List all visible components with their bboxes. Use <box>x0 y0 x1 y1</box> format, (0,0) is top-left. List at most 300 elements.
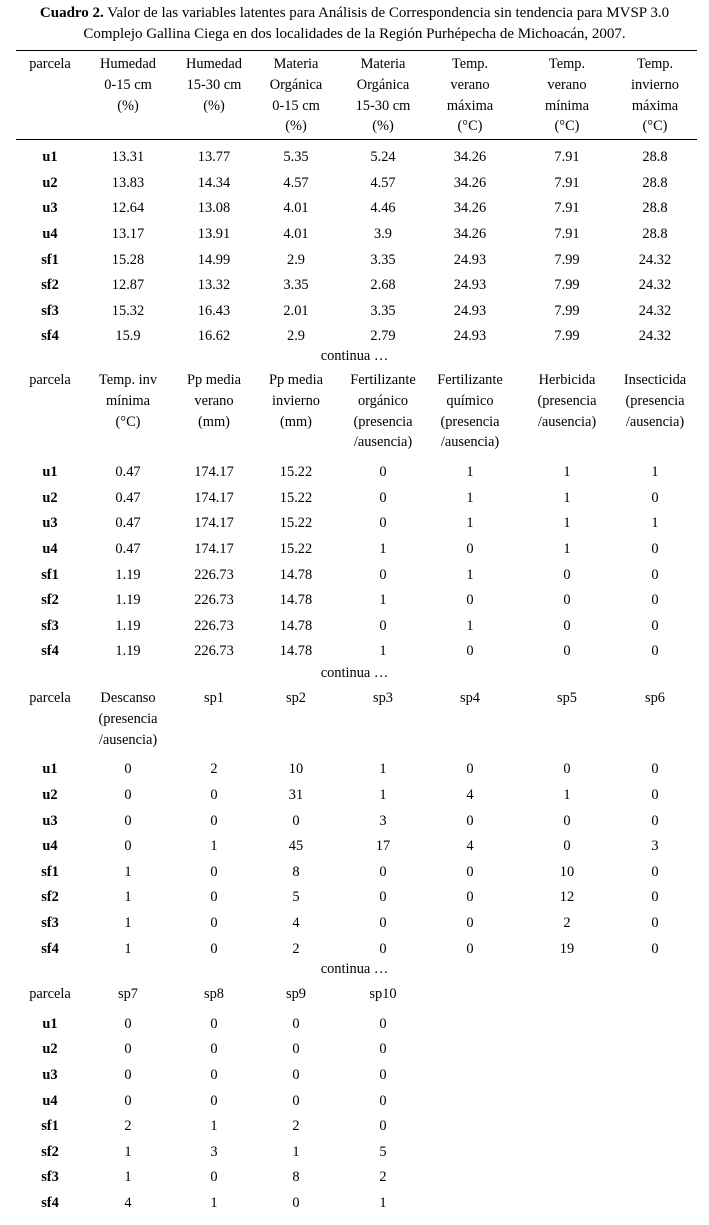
table-row <box>0 887 709 913</box>
table-cell: 1 <box>563 786 571 803</box>
table-cell: 0 <box>651 540 659 557</box>
table-cell: 0 <box>466 812 474 829</box>
row-label: sf1 <box>41 566 59 583</box>
table-cell: 28.8 <box>642 149 668 166</box>
table-cell: 1 <box>651 515 659 532</box>
table-row <box>0 759 709 785</box>
table-cell: 15.22 <box>279 464 313 481</box>
table-cell: 4.01 <box>283 200 309 217</box>
table-cell: 0 <box>466 592 474 609</box>
table-cell: 7.99 <box>554 251 580 268</box>
table-cell: 19 <box>559 940 575 957</box>
table-cell: 24.93 <box>453 251 487 268</box>
table-cell: 0 <box>124 812 132 829</box>
row-label: sf3 <box>41 617 59 634</box>
table-cell: 0 <box>210 1015 218 1032</box>
row-label: sf3 <box>41 1169 59 1186</box>
header-line: parcela <box>29 690 71 706</box>
row-label: sf2 <box>41 592 59 609</box>
table-cell: 34.26 <box>453 149 487 166</box>
table-cell: 1 <box>379 643 387 660</box>
table-cell: 0 <box>124 1015 132 1032</box>
column-header <box>169 54 259 116</box>
table-cell: 0 <box>379 863 387 880</box>
table-cell: 3 <box>651 838 659 855</box>
table-cell: 14.99 <box>197 251 231 268</box>
table-cell: 5 <box>379 1143 387 1160</box>
table-cell: 0 <box>651 617 659 634</box>
header-line: (presencia <box>98 710 158 727</box>
table-cell: 2.79 <box>370 328 396 345</box>
header-line: (%) <box>117 97 139 114</box>
table-cell: 10 <box>559 863 575 880</box>
caption-label: Cuadro 2. <box>39 5 104 21</box>
table-cell: 1 <box>210 838 218 855</box>
table-cell: 0 <box>563 643 571 660</box>
row-label: u4 <box>42 540 58 557</box>
table-cell: 28.8 <box>642 225 668 242</box>
table-cell: 1 <box>379 592 387 609</box>
header-line: (%) <box>372 118 394 135</box>
row-label: u2 <box>42 786 58 803</box>
table-cell: 0 <box>292 1194 300 1211</box>
table-cell: 3.35 <box>283 277 309 294</box>
table-cell: 174.17 <box>194 464 234 481</box>
column-header <box>425 688 515 709</box>
column-header <box>425 370 515 453</box>
header-line: Pp media <box>187 372 241 388</box>
row-label: u1 <box>42 761 58 778</box>
table-cell: 0 <box>651 889 659 906</box>
table-cell: 0.47 <box>115 489 141 506</box>
table-cell: 8 <box>292 1169 300 1186</box>
header-line: 15-30 cm <box>355 97 411 114</box>
table-block-1 <box>0 54 709 352</box>
table-cell: 24.93 <box>453 277 487 294</box>
table-cell: 0 <box>563 838 571 855</box>
table-cell: 0 <box>379 1092 387 1109</box>
table-cell: 4.57 <box>370 174 396 191</box>
table-cell: 1.19 <box>115 566 141 583</box>
table-cell: 4.01 <box>283 225 309 242</box>
header-line: Temp. inv <box>98 372 158 388</box>
table-cell: 1 <box>124 1143 132 1160</box>
table-cell: 0.47 <box>115 540 141 557</box>
table-cell: 1.19 <box>115 643 141 660</box>
header-line: (presencia <box>440 413 500 430</box>
table-cell: 2 <box>124 1118 132 1135</box>
table-row <box>0 565 709 591</box>
header-line: sp9 <box>286 986 306 1002</box>
table-cell: 14.78 <box>279 566 313 583</box>
table-cell: 15.9 <box>115 328 141 345</box>
table-cell: 0 <box>124 761 132 778</box>
table-cell: 0 <box>563 566 571 583</box>
table-cell: 5.35 <box>283 149 309 166</box>
column-header <box>169 984 259 1005</box>
table-block-2 <box>0 370 709 667</box>
table-body <box>0 1014 709 1219</box>
header-row <box>0 370 709 453</box>
header-line: orgánico <box>357 392 409 409</box>
header-line: 15-30 cm <box>186 76 242 93</box>
table-cell: 0 <box>210 1066 218 1083</box>
continua-note: continua … <box>320 665 389 681</box>
table-cell: 226.73 <box>194 643 234 660</box>
table-cell: 0 <box>379 1015 387 1032</box>
header-line: Humedad <box>100 56 156 72</box>
header-line: (°C) <box>115 413 141 430</box>
table-cell: 31 <box>288 786 304 803</box>
column-header <box>5 54 95 75</box>
table-cell: 0 <box>466 889 474 906</box>
table-cell: 4 <box>466 786 474 803</box>
header-line: /ausencia) <box>537 413 597 430</box>
table-row <box>0 1091 709 1117</box>
table-row <box>0 1039 709 1065</box>
table-cell: 0 <box>210 914 218 931</box>
table-cell: 1 <box>466 489 474 506</box>
header-line: (°C) <box>554 118 580 135</box>
table-cell: 0 <box>210 1169 218 1186</box>
table-cell: 16.62 <box>197 328 231 345</box>
column-header <box>338 54 428 137</box>
table-cell: 1 <box>651 464 659 481</box>
table-cell: 0 <box>124 1066 132 1083</box>
table-cell: 1 <box>563 515 571 532</box>
header-line: sp8 <box>204 986 224 1002</box>
table-row <box>0 301 709 327</box>
table-cell: 5.24 <box>370 149 396 166</box>
table-cell: 0 <box>292 1066 300 1083</box>
table-cell: 174.17 <box>194 489 234 506</box>
table-cell: 0 <box>124 1092 132 1109</box>
column-header <box>522 688 612 709</box>
header-line: Herbicida <box>538 372 596 388</box>
caption-text: Valor de las variables latentes para Análisis de Correspondencia sin tendencia para MVSP 3.0 Complejo Gallina Ciega en dos localidades de la Región Purhépecha de Michoacán, 2007. <box>83 5 670 42</box>
table-cell: 13.17 <box>111 225 145 242</box>
row-label: sf4 <box>41 328 59 345</box>
table-cell: 0 <box>379 889 387 906</box>
table-row <box>0 862 709 888</box>
column-header <box>251 370 341 432</box>
table-cell: 0 <box>651 761 659 778</box>
table-cell: 16.43 <box>197 302 231 319</box>
header-line: verano <box>547 76 587 93</box>
row-label: u1 <box>42 149 58 166</box>
table-cell: 4.46 <box>370 200 396 217</box>
row-label: u2 <box>42 1041 58 1058</box>
table-cell: 1.19 <box>115 592 141 609</box>
table-cell: 13.77 <box>197 149 231 166</box>
table-cell: 0 <box>124 786 132 803</box>
table-cell: 14.78 <box>279 617 313 634</box>
table-cell: 1 <box>379 761 387 778</box>
row-label: sf1 <box>41 251 59 268</box>
continua-note: continua … <box>320 961 389 977</box>
table-cell: 0 <box>210 889 218 906</box>
table-cell: 1 <box>210 1118 218 1135</box>
header-line: sp1 <box>204 690 224 706</box>
table-cell: 0 <box>379 566 387 583</box>
table-cell: 0.47 <box>115 515 141 532</box>
header-line: químico <box>446 392 494 409</box>
table-cell: 1 <box>124 889 132 906</box>
table-cell: 7.91 <box>554 149 580 166</box>
table-cell: 0 <box>466 643 474 660</box>
header-line: Descanso <box>100 690 156 706</box>
table-cell: 3.9 <box>374 225 392 242</box>
table-cell: 7.99 <box>554 328 580 345</box>
table-cell: 1 <box>379 540 387 557</box>
table-cell: 13.32 <box>197 277 231 294</box>
table-cell: 13.91 <box>197 225 231 242</box>
table-row <box>0 590 709 616</box>
header-line: sp2 <box>286 690 306 706</box>
table-cell: 0 <box>292 812 300 829</box>
top-rule <box>16 50 697 51</box>
table-cell: 226.73 <box>194 592 234 609</box>
row-label: sf4 <box>41 1194 59 1211</box>
table-body <box>0 462 709 667</box>
table-cell: 13.83 <box>111 174 145 191</box>
header-line: invierno <box>631 76 679 93</box>
table-row <box>0 488 709 514</box>
header-line: sp7 <box>118 986 138 1002</box>
header-line: máxima <box>631 97 679 114</box>
table-cell: 17 <box>375 838 391 855</box>
table-cell: 24.32 <box>638 251 672 268</box>
table-cell: 1 <box>210 1194 218 1211</box>
table-cell: 2 <box>292 940 300 957</box>
header-line: verano <box>194 392 234 409</box>
table-cell: 0 <box>563 812 571 829</box>
table-cell: 1 <box>563 540 571 557</box>
table-body <box>0 147 709 352</box>
table-cell: 0 <box>124 1041 132 1058</box>
header-line: parcela <box>29 56 71 72</box>
header-line: parcela <box>29 986 71 1002</box>
row-label: sf2 <box>41 277 59 294</box>
table-cell: 1 <box>379 786 387 803</box>
table-cell: 0 <box>466 863 474 880</box>
table-row <box>0 513 709 539</box>
table-cell: 0 <box>651 914 659 931</box>
table-cell: 0 <box>210 812 218 829</box>
table-cell: 12.64 <box>111 200 145 217</box>
header-line: sp5 <box>557 690 577 706</box>
row-label: u2 <box>42 489 58 506</box>
table-cell: 0 <box>466 914 474 931</box>
table-cell: 2 <box>292 1118 300 1135</box>
row-label: sf3 <box>41 914 59 931</box>
table-row <box>0 1142 709 1168</box>
header-line: Fertilizante <box>437 372 503 388</box>
table-cell: 7.91 <box>554 225 580 242</box>
header-line: Temp. <box>548 56 586 72</box>
column-header <box>251 54 341 137</box>
header-row <box>0 688 709 750</box>
table-cell: 13.08 <box>197 200 231 217</box>
table-cell: 0 <box>292 1015 300 1032</box>
table-cell: 15.32 <box>111 302 145 319</box>
table-cell: 0 <box>651 940 659 957</box>
table-cell: 0 <box>210 1041 218 1058</box>
table-row <box>0 275 709 301</box>
header-line: /ausencia) <box>625 413 685 430</box>
table-cell: 2.9 <box>287 251 305 268</box>
column-header <box>251 984 341 1005</box>
row-label: u1 <box>42 1015 58 1032</box>
table-row <box>0 173 709 199</box>
column-header <box>83 984 173 1005</box>
row-label: sf3 <box>41 302 59 319</box>
table-cell: 0 <box>379 940 387 957</box>
header-line: sp6 <box>645 690 665 706</box>
row-label: u3 <box>42 1066 58 1083</box>
header-line: sp4 <box>460 690 480 706</box>
header-line: Orgánica <box>269 76 323 93</box>
table-cell: 15.28 <box>111 251 145 268</box>
table-cell: 0 <box>466 940 474 957</box>
row-label: sf2 <box>41 1143 59 1160</box>
header-line: 0-15 cm <box>272 97 320 114</box>
table-row <box>0 250 709 276</box>
table-cell: 34.26 <box>453 225 487 242</box>
header-line: Materia <box>360 56 406 72</box>
header-line: Fertilizante <box>350 372 416 388</box>
column-header <box>522 370 612 432</box>
table-row <box>0 1014 709 1040</box>
header-line: (presencia <box>353 413 413 430</box>
table-cell: 2.68 <box>370 277 396 294</box>
table-cell: 45 <box>288 838 304 855</box>
table-cell: 4 <box>124 1194 132 1211</box>
table-cell: 5 <box>292 889 300 906</box>
table-cell: 1 <box>466 464 474 481</box>
column-header <box>83 370 173 432</box>
header-line: /ausencia) <box>353 434 413 451</box>
table-row <box>0 616 709 642</box>
header-line: (mm) <box>280 413 312 430</box>
column-header <box>83 54 173 116</box>
header-line: sp3 <box>373 690 393 706</box>
column-header <box>338 984 428 1005</box>
table-cell: 28.8 <box>642 200 668 217</box>
column-header <box>610 688 700 709</box>
table-cell: 1 <box>379 1194 387 1211</box>
table-cell: 0 <box>379 1041 387 1058</box>
table-cell: 1.19 <box>115 617 141 634</box>
table-cell: 0 <box>210 940 218 957</box>
table-cell: 1 <box>124 914 132 931</box>
table-caption <box>10 3 699 45</box>
header-line: sp10 <box>369 986 397 1002</box>
header-line: parcela <box>29 372 71 388</box>
table-body <box>0 759 709 964</box>
column-header <box>610 54 700 137</box>
header-line: 0-15 cm <box>104 76 152 93</box>
table-cell: 7.99 <box>554 302 580 319</box>
header-line: invierno <box>272 392 320 409</box>
table-cell: 1 <box>466 617 474 634</box>
table-cell: 7.99 <box>554 277 580 294</box>
table-cell: 0.47 <box>115 464 141 481</box>
header-line: Pp media <box>269 372 323 388</box>
column-header <box>5 984 95 1005</box>
table-row <box>0 224 709 250</box>
header-line: (°C) <box>642 118 668 135</box>
table-cell: 1 <box>563 489 571 506</box>
table-cell: 4 <box>292 914 300 931</box>
table-row <box>0 1167 709 1193</box>
row-label: u3 <box>42 515 58 532</box>
table-row <box>0 462 709 488</box>
column-header <box>522 54 612 137</box>
table-cell: 0 <box>210 786 218 803</box>
table-cell: 24.93 <box>453 328 487 345</box>
row-label: sf4 <box>41 643 59 660</box>
table-cell: 0 <box>379 617 387 634</box>
table-cell: 0 <box>210 863 218 880</box>
table-cell: 0 <box>563 761 571 778</box>
table-row <box>0 811 709 837</box>
table-cell: 226.73 <box>194 566 234 583</box>
table-cell: 0 <box>379 1118 387 1135</box>
table-cell: 2 <box>210 761 218 778</box>
table-cell: 0 <box>651 863 659 880</box>
header-row <box>0 54 709 137</box>
header-line: (presencia <box>625 392 685 409</box>
table-cell: 4.57 <box>283 174 309 191</box>
table-cell: 0 <box>651 786 659 803</box>
header-line: /ausencia) <box>440 434 500 451</box>
header-line: (%) <box>203 97 225 114</box>
header-line: Insecticida <box>623 372 687 388</box>
column-header <box>338 688 428 709</box>
table-cell: 12 <box>559 889 575 906</box>
table-cell: 2.9 <box>287 328 305 345</box>
table-cell: 226.73 <box>194 617 234 634</box>
table-cell: 0 <box>379 489 387 506</box>
column-header <box>169 370 259 432</box>
header-line: /ausencia) <box>98 731 158 748</box>
table-cell: 24.32 <box>638 328 672 345</box>
row-label: sf1 <box>41 1118 59 1135</box>
table-cell: 0 <box>563 592 571 609</box>
column-header <box>169 688 259 709</box>
table-row <box>0 836 709 862</box>
table-cell: 0 <box>466 761 474 778</box>
table-cell: 0 <box>379 464 387 481</box>
header-line: Temp. <box>451 56 489 72</box>
column-header <box>338 370 428 453</box>
column-header <box>83 688 173 750</box>
table-cell: 2.01 <box>283 302 309 319</box>
table-row <box>0 785 709 811</box>
table-cell: 13.31 <box>111 149 145 166</box>
table-cell: 0 <box>466 540 474 557</box>
header-line: mínima <box>545 97 589 114</box>
header-line: (%) <box>285 118 307 135</box>
column-header <box>610 370 700 432</box>
row-label: sf2 <box>41 889 59 906</box>
row-label: u4 <box>42 1092 58 1109</box>
table-cell: 2 <box>563 914 571 931</box>
table-row <box>0 1116 709 1142</box>
table-cell: 0 <box>651 592 659 609</box>
row-label: u2 <box>42 174 58 191</box>
